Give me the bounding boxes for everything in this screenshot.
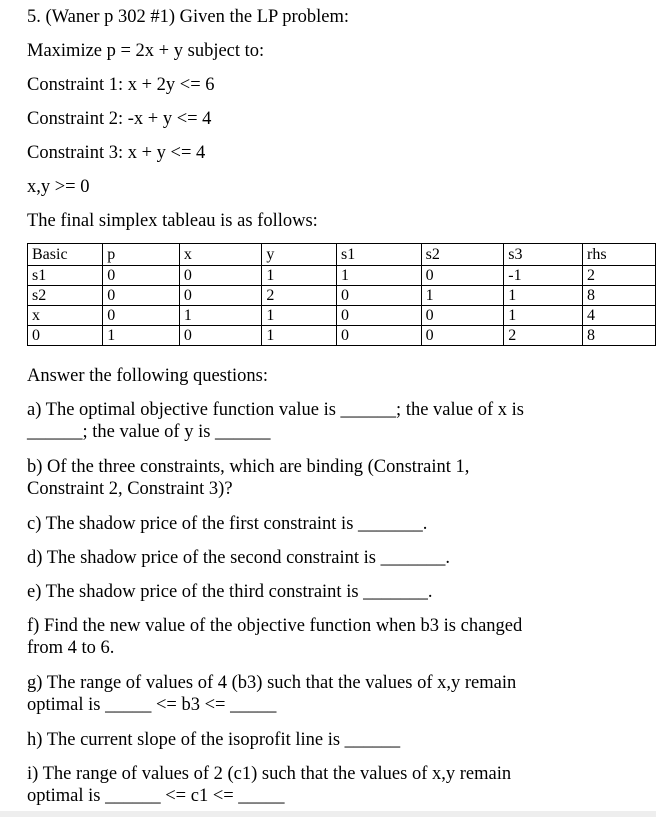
question-a-line-2: ______; the value of y is ______ [27,422,271,442]
table-row [28,286,656,306]
header-cell: s1 [337,244,422,266]
question-g-line-1: g) The range of values of 4 (b3) such that the values of x,y remain [27,673,517,693]
table-cell: 1 [262,266,337,286]
table-cell: 1 [262,306,337,326]
table-cell: x [28,306,103,326]
header-cell: s2 [421,244,504,266]
question-d: d) The shadow price of the second constraint is _______. [27,548,451,568]
question-c: c) The shadow price of the first constraint is _______. [27,514,428,534]
table-cell: 4 [582,306,655,326]
table-cell: 1 [504,306,583,326]
tableau-intro: The final simplex tableau is as follows: [27,211,318,231]
question-i-line-1: i) The range of values of 2 (c1) such that the values of x,y remain [27,764,512,784]
table-cell: 0 [103,306,180,326]
table-cell: 2 [504,326,583,346]
objective-line: Maximize p = 2x + y subject to: [27,41,265,61]
table-cell: 1 [262,326,337,346]
table-row [28,326,656,346]
constraint-1: Constraint 1: x + 2y <= 6 [27,75,215,95]
table-cell: 1 [337,266,422,286]
header-cell: Basic [28,244,103,266]
question-a-line-1: a) The optimal objective function value is ______; the value of x is [27,400,524,420]
table-cell: 1 [103,326,180,346]
table-cell: 0 [179,326,262,346]
header-cell: p [103,244,180,266]
question-f-line-1: f) Find the new value of the objective function when b3 is changed [27,616,523,636]
table-cell: 0 [179,286,262,306]
tableau-header-row [28,244,656,266]
simplex-tableau [27,243,656,346]
answer-intro: Answer the following questions: [27,366,268,386]
table-cell: 1 [421,286,504,306]
header-cell: s3 [504,244,583,266]
table-cell: 1 [504,286,583,306]
question-g [27,672,516,716]
table-row [28,266,656,286]
question-b [27,456,469,500]
table-cell: s1 [28,266,103,286]
table-cell: 0 [421,326,504,346]
question-b-line-2: Constraint 2, Constraint 3)? [27,479,233,499]
question-f-line-2: from 4 to 6. [27,638,115,658]
question-i [27,763,511,807]
table-cell: 0 [337,286,422,306]
header-cell: y [262,244,337,266]
question-e: e) The shadow price of the third constraint is _______. [27,582,433,602]
table-cell: s2 [28,286,103,306]
question-i-line-2: optimal is ______ <= c1 <= _____ [27,786,285,806]
table-cell: 2 [262,286,337,306]
question-a [27,399,524,443]
header-cell: x [179,244,262,266]
question-g-line-2: optimal is _____ <= b3 <= _____ [27,695,277,715]
table-cell: 2 [582,266,655,286]
table-cell: 0 [103,266,180,286]
header-cell: rhs [582,244,655,266]
table-cell: -1 [504,266,583,286]
problem-title: 5. (Waner p 302 #1) Given the LP problem: [27,7,350,27]
table-cell: 0 [421,306,504,326]
question-b-line-1: b) Of the three constraints, which are binding (Constraint 1, [27,457,470,477]
table-cell: 0 [337,306,422,326]
constraint-2: Constraint 2: -x + y <= 4 [27,109,212,129]
table-row [28,306,656,326]
table-cell: 0 [103,286,180,306]
question-h: h) The current slope of the isoprofit line is ______ [27,730,401,750]
table-cell: 8 [582,286,655,306]
table-cell: 8 [582,326,655,346]
constraint-3: Constraint 3: x + y <= 4 [27,143,206,163]
nonnegativity: x,y >= 0 [27,177,90,197]
table-cell: 1 [179,306,262,326]
bottom-scroll-strip [0,811,656,817]
table-cell: 0 [421,266,504,286]
table-cell: 0 [28,326,103,346]
table-cell: 0 [337,326,422,346]
question-f [27,615,522,659]
table-cell: 0 [179,266,262,286]
